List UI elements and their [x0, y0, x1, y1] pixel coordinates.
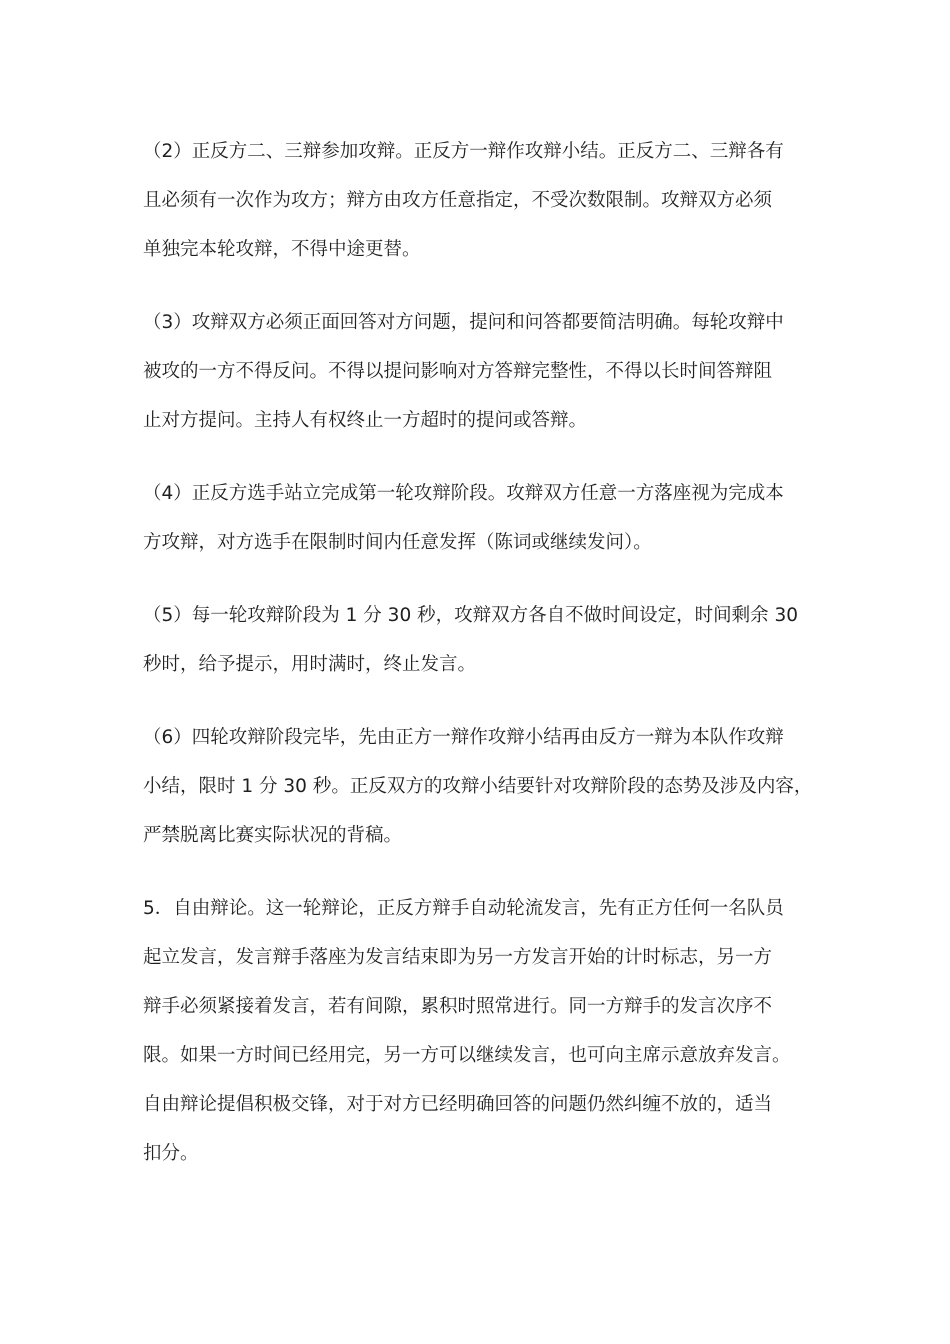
- text-line: 止对方提问。主持人有权终止一方超时的提问或答辩。: [143, 410, 588, 431]
- text-line: （2）正反方二、三辩参加攻辩。正反方一辩作攻辩小结。正反方二、三辩各有: [143, 141, 784, 162]
- text-line: 秒时，给予提示，用时满时，终止发言。: [143, 654, 477, 675]
- text-line: 5．自由辩论。这一轮辩论，正反方辩手自动轮流发言，先有正方任何一名队员: [143, 898, 784, 919]
- text-line: （5）每一轮攻辩阶段为 1 分 30 秒，攻辩双方各自不做时间设定，时间剩余 30: [143, 605, 799, 626]
- text-line: 自由辩论提倡积极交锋，对于对方已经明确回答的问题仍然纠缠不放的，适当: [143, 1094, 773, 1115]
- text-line: （4）正反方选手站立完成第一轮攻辩阶段。攻辩双方任意一方落座视为完成本: [143, 483, 784, 504]
- text-line: 严禁脱离比赛实际状况的背稿。: [143, 825, 403, 846]
- text-line: 且必须有一次作为攻方；辩方由攻方任意指定，不受次数限制。攻辩双方必须: [143, 190, 773, 211]
- paragraph-rule-4: [143, 469, 811, 567]
- text-line: 起立发言，发言辩手落座为发言结束即为另一方发言开始的计时标志，另一方: [143, 947, 773, 968]
- paragraph-rule-3: [143, 298, 811, 445]
- paragraph-section-5: [143, 884, 811, 1178]
- text-line: 小结，限时 1 分 30 秒。正反双方的攻辩小结要针对攻辩阶段的态势及涉及内容，: [143, 776, 813, 797]
- text-line: 被攻的一方不得反问。不得以提问影响对方答辩完整性，不得以长时间答辩阻: [143, 361, 773, 382]
- text-line: 方攻辩，对方选手在限制时间内任意发挥（陈词或继续发问）。: [143, 532, 652, 553]
- text-line: （3）攻辩双方必须正面回答对方问题，提问和问答都要简洁明确。每轮攻辩中: [143, 312, 784, 333]
- paragraph-rule-6: [143, 713, 811, 860]
- text-line: 单独完本轮攻辩，不得中途更替。: [143, 239, 421, 260]
- document-body: [143, 127, 811, 1202]
- text-line: 辩手必须紧接着发言，若有间隙，累积时照常进行。同一方辩手的发言次序不: [143, 996, 773, 1017]
- paragraph-rule-5: [143, 591, 811, 689]
- text-line: 扣分。: [143, 1143, 199, 1164]
- paragraph-rule-2: [143, 127, 811, 274]
- text-line: （6）四轮攻辩阶段完毕，先由正方一辩作攻辩小结再由反方一辩为本队作攻辩: [143, 727, 784, 748]
- text-line: 限。如果一方时间已经用完，另一方可以继续发言，也可向主席示意放弃发言。: [143, 1045, 791, 1066]
